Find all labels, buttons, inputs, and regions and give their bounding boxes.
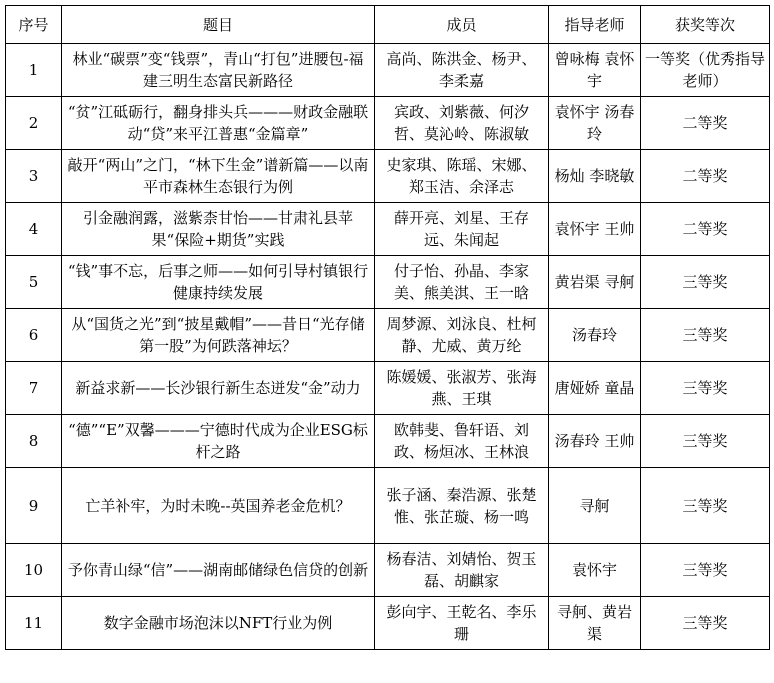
cell-number: 9 [6, 468, 62, 544]
cell-advisors: 袁怀宇 王帅 [549, 203, 641, 256]
cell-advisors: 汤春玲 [549, 309, 641, 362]
cell-members: 欧韩斐、鲁轩语、刘政、杨烜冰、王林浪 [375, 415, 549, 468]
cell-award: 三等奖 [641, 362, 770, 415]
cell-advisors: 袁怀宇 汤春玲 [549, 97, 641, 150]
table-row [6, 309, 770, 362]
cell-award: 二等奖 [641, 150, 770, 203]
cell-advisors: 杨灿 李晓敏 [549, 150, 641, 203]
cell-title: 新益求新——长沙银行新生态迸发“金”动力 [62, 362, 375, 415]
cell-number: 8 [6, 415, 62, 468]
cell-award: 三等奖 [641, 415, 770, 468]
cell-number: 11 [6, 597, 62, 650]
cell-title: 亡羊补牢，为时未晚--英国养老金危机？ [62, 468, 375, 544]
cell-title: 予你青山绿“信”——湖南邮储绿色信贷的创新 [62, 544, 375, 597]
cell-award: 一等奖（优秀指导老师） [641, 44, 770, 97]
table-row [6, 150, 770, 203]
cell-number: 6 [6, 309, 62, 362]
cell-members: 陈媛媛、张淑芳、张海燕、王琪 [375, 362, 549, 415]
cell-title: “贫”江砥砺行，翻身排头兵———财政金融联动“贷”来平江普惠“金篇章” [62, 97, 375, 150]
cell-members: 高尚、陈洪金、杨尹、李柔嘉 [375, 44, 549, 97]
cell-number: 7 [6, 362, 62, 415]
cell-award: 三等奖 [641, 597, 770, 650]
cell-award: 二等奖 [641, 203, 770, 256]
cell-award: 三等奖 [641, 544, 770, 597]
cell-title: “钱”事不忘，后事之师——如何引导村镇银行健康持续发展 [62, 256, 375, 309]
cell-members: 薛开亮、刘星、王存远、朱闻起 [375, 203, 549, 256]
header-members: 成员 [375, 6, 549, 44]
cell-number: 10 [6, 544, 62, 597]
table-row [6, 256, 770, 309]
cell-members: 付子怡、孙晶、李家美、熊美淇、王一晗 [375, 256, 549, 309]
table-row [6, 97, 770, 150]
cell-award: 三等奖 [641, 309, 770, 362]
cell-title: 引金融润露，滋紫柰甘怡——甘肃礼县苹果“保险+期货”实践 [62, 203, 375, 256]
cell-title: 数字金融市场泡沫以NFT行业为例 [62, 597, 375, 650]
table-row [6, 544, 770, 597]
cell-title: 敲开“两山”之门，“林下生金”谱新篇——以南平市森林生态银行为例 [62, 150, 375, 203]
table-row [6, 362, 770, 415]
cell-number: 3 [6, 150, 62, 203]
cell-number: 5 [6, 256, 62, 309]
cell-number: 2 [6, 97, 62, 150]
header-award: 获奖等次 [641, 6, 770, 44]
cell-members: 史家琪、陈瑶、宋娜、郑玉洁、余泽志 [375, 150, 549, 203]
table-row [6, 415, 770, 468]
table-row [6, 468, 770, 544]
cell-advisors: 寻舸、黄岩渠 [549, 597, 641, 650]
cell-title: “德”“E”双馨———宁德时代成为企业ESG标杆之路 [62, 415, 375, 468]
table-row [6, 44, 770, 97]
cell-advisors: 寻舸 [549, 468, 641, 544]
cell-award: 三等奖 [641, 256, 770, 309]
table-header-row [6, 6, 770, 44]
cell-title: 林业“碳票”变“钱票”，青山“打包”进腰包-福建三明生态富民新路径 [62, 44, 375, 97]
cell-award: 二等奖 [641, 97, 770, 150]
table-row [6, 597, 770, 650]
cell-number: 1 [6, 44, 62, 97]
awards-table-container [5, 5, 770, 650]
cell-advisors: 黄岩渠 寻舸 [549, 256, 641, 309]
header-title: 题目 [62, 6, 375, 44]
header-advisors: 指导老师 [549, 6, 641, 44]
cell-members: 杨春洁、刘婧怡、贺玉磊、胡麒家 [375, 544, 549, 597]
awards-table [5, 5, 770, 650]
cell-members: 彭向宇、王乾名、李乐珊 [375, 597, 549, 650]
cell-members: 张子涵、秦浩源、张楚惟、张芷璇、杨一鸣 [375, 468, 549, 544]
header-number: 序号 [6, 6, 62, 44]
cell-advisors: 汤春玲 王帅 [549, 415, 641, 468]
cell-title: 从“国货之光”到“披星戴帽”——昔日“光存储第一股”为何跌落神坛？ [62, 309, 375, 362]
cell-award: 三等奖 [641, 468, 770, 544]
cell-number: 4 [6, 203, 62, 256]
cell-advisors: 曾咏梅 袁怀宇 [549, 44, 641, 97]
table-row [6, 203, 770, 256]
cell-advisors: 唐娅娇 童晶 [549, 362, 641, 415]
cell-advisors: 袁怀宇 [549, 544, 641, 597]
cell-members: 周梦源、刘泳良、杜柯静、尤威、黄万纶 [375, 309, 549, 362]
cell-members: 宾政、刘紫薇、何汐哲、莫沁岭、陈淑敏 [375, 97, 549, 150]
